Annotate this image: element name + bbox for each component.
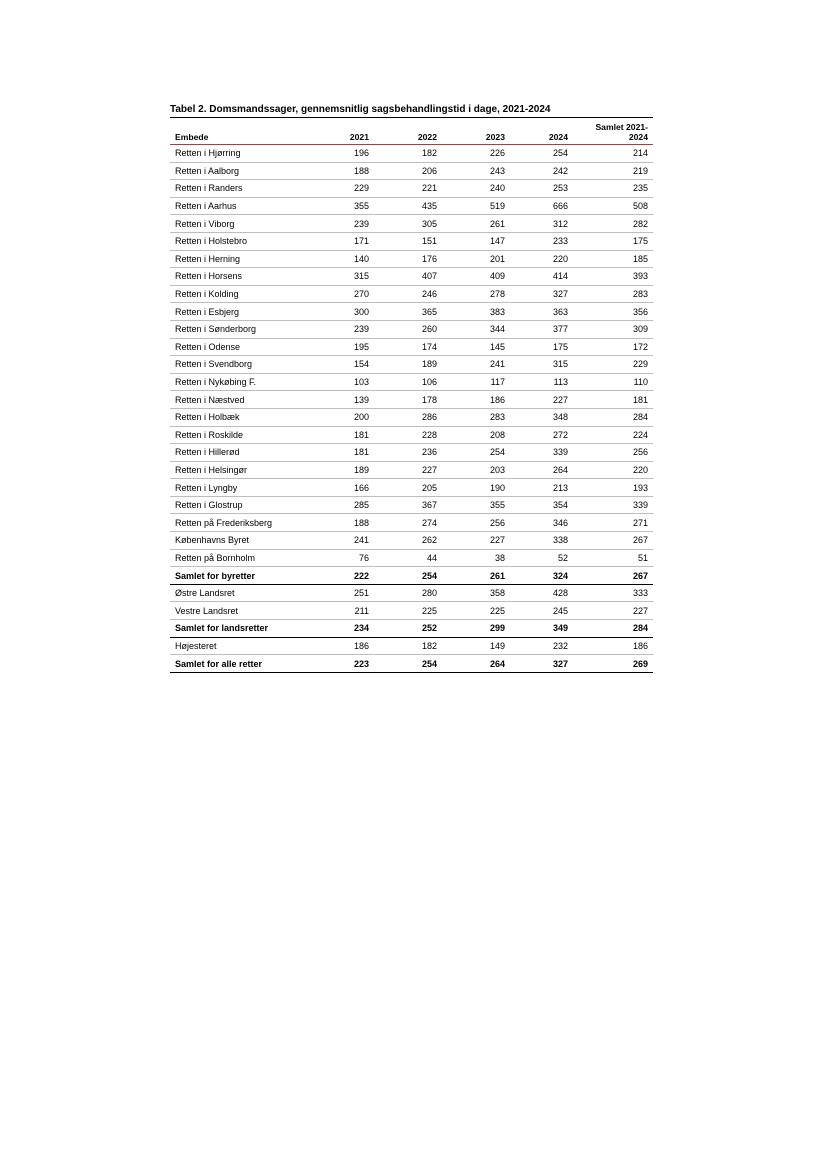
cell-value: 355 xyxy=(442,496,510,514)
table-row xyxy=(170,408,653,426)
cell-value: 315 xyxy=(311,268,374,286)
table-row xyxy=(170,514,653,532)
cell-value: 312 xyxy=(510,215,573,233)
cell-value: 223 xyxy=(311,655,374,673)
row-label: Retten i Herning xyxy=(170,250,311,268)
table-row xyxy=(170,320,653,338)
cell-value: 666 xyxy=(510,197,573,215)
cell-value: 324 xyxy=(510,567,573,585)
row-label: Retten i Helsingør xyxy=(170,461,311,479)
cell-value: 349 xyxy=(510,620,573,638)
table-row xyxy=(170,180,653,198)
table-row xyxy=(170,444,653,462)
cell-value: 225 xyxy=(442,602,510,620)
cell-value: 315 xyxy=(510,356,573,374)
cell-value: 264 xyxy=(442,655,510,673)
cell-value: 246 xyxy=(374,285,442,303)
table-row xyxy=(170,250,653,268)
cell-value: 256 xyxy=(573,444,653,462)
cell-value: 195 xyxy=(311,338,374,356)
table-row xyxy=(170,285,653,303)
cell-value: 282 xyxy=(573,215,653,233)
cell-value: 139 xyxy=(311,391,374,409)
cell-value: 278 xyxy=(442,285,510,303)
cell-value: 354 xyxy=(510,496,573,514)
table-row xyxy=(170,426,653,444)
cell-value: 232 xyxy=(510,637,573,655)
cell-value: 519 xyxy=(442,197,510,215)
row-label: Samlet for alle retter xyxy=(170,655,311,673)
cell-value: 252 xyxy=(374,620,442,638)
row-label: Retten i Hjørring xyxy=(170,145,311,163)
cell-value: 261 xyxy=(442,215,510,233)
cell-value: 233 xyxy=(510,232,573,250)
cell-value: 38 xyxy=(442,549,510,567)
row-label: Retten i Næstved xyxy=(170,391,311,409)
table-row xyxy=(170,602,653,620)
row-label: Retten i Randers xyxy=(170,180,311,198)
cell-value: 363 xyxy=(510,303,573,321)
cell-value: 227 xyxy=(442,532,510,550)
table-row xyxy=(170,461,653,479)
cell-value: 51 xyxy=(573,549,653,567)
cell-value: 221 xyxy=(374,180,442,198)
row-label: Retten i Nykøbing F. xyxy=(170,373,311,391)
cell-value: 103 xyxy=(311,373,374,391)
cell-value: 203 xyxy=(442,461,510,479)
cell-value: 344 xyxy=(442,320,510,338)
cell-value: 409 xyxy=(442,268,510,286)
cell-value: 188 xyxy=(311,162,374,180)
row-label: Retten i Hillerød xyxy=(170,444,311,462)
cell-value: 283 xyxy=(573,285,653,303)
cell-value: 251 xyxy=(311,584,374,602)
row-label: Københavns Byret xyxy=(170,532,311,550)
cell-value: 117 xyxy=(442,373,510,391)
row-label: Retten i Glostrup xyxy=(170,496,311,514)
cell-value: 234 xyxy=(311,620,374,638)
cell-value: 113 xyxy=(510,373,573,391)
row-label: Østre Landsret xyxy=(170,584,311,602)
table-row xyxy=(170,479,653,497)
cell-value: 106 xyxy=(374,373,442,391)
cell-value: 211 xyxy=(311,602,374,620)
table-row xyxy=(170,373,653,391)
cell-value: 189 xyxy=(374,356,442,374)
cell-value: 186 xyxy=(442,391,510,409)
cell-value: 261 xyxy=(442,567,510,585)
cell-value: 188 xyxy=(311,514,374,532)
cell-value: 206 xyxy=(374,162,442,180)
cell-value: 193 xyxy=(573,479,653,497)
table-row xyxy=(170,496,653,514)
row-label: Retten i Esbjerg xyxy=(170,303,311,321)
cell-value: 147 xyxy=(442,232,510,250)
column-header-2023: 2023 xyxy=(442,118,510,145)
cell-value: 262 xyxy=(374,532,442,550)
cell-value: 299 xyxy=(442,620,510,638)
cell-value: 358 xyxy=(442,584,510,602)
cell-value: 274 xyxy=(374,514,442,532)
cell-value: 220 xyxy=(510,250,573,268)
cell-value: 229 xyxy=(573,356,653,374)
column-header-2021: 2021 xyxy=(311,118,374,145)
cell-value: 205 xyxy=(374,479,442,497)
data-table-container xyxy=(170,103,653,673)
row-label: Vestre Landsret xyxy=(170,602,311,620)
cell-value: 213 xyxy=(510,479,573,497)
row-label: Retten på Frederiksberg xyxy=(170,514,311,532)
cell-value: 414 xyxy=(510,268,573,286)
row-label: Højesteret xyxy=(170,637,311,655)
cell-value: 339 xyxy=(510,444,573,462)
table-row xyxy=(170,197,653,215)
column-header-embede: Embede xyxy=(170,118,311,145)
cell-value: 186 xyxy=(573,637,653,655)
table-caption: Tabel 2. Domsmandssager, gennemsnitlig sagsbehandlingstid i dage, 2021-2024 xyxy=(170,103,653,118)
cell-value: 220 xyxy=(573,461,653,479)
table-total-row xyxy=(170,567,653,585)
table-total-row xyxy=(170,620,653,638)
cell-value: 367 xyxy=(374,496,442,514)
cell-value: 189 xyxy=(311,461,374,479)
cell-value: 182 xyxy=(374,145,442,163)
cell-value: 200 xyxy=(311,408,374,426)
cell-value: 176 xyxy=(374,250,442,268)
cell-value: 222 xyxy=(311,567,374,585)
cell-value: 428 xyxy=(510,584,573,602)
cell-value: 272 xyxy=(510,426,573,444)
table-body xyxy=(170,145,653,673)
cell-value: 327 xyxy=(510,285,573,303)
cell-value: 260 xyxy=(374,320,442,338)
row-label: Retten i Sønderborg xyxy=(170,320,311,338)
row-label: Retten på Bornholm xyxy=(170,549,311,567)
cell-value: 283 xyxy=(442,408,510,426)
cell-value: 245 xyxy=(510,602,573,620)
cell-value: 175 xyxy=(573,232,653,250)
cell-value: 225 xyxy=(374,602,442,620)
table-row xyxy=(170,584,653,602)
cell-value: 181 xyxy=(311,426,374,444)
cell-value: 219 xyxy=(573,162,653,180)
row-label: Retten i Roskilde xyxy=(170,426,311,444)
table-row xyxy=(170,162,653,180)
cell-value: 254 xyxy=(374,567,442,585)
table-row xyxy=(170,268,653,286)
cell-value: 235 xyxy=(573,180,653,198)
cell-value: 355 xyxy=(311,197,374,215)
cell-value: 300 xyxy=(311,303,374,321)
cell-value: 239 xyxy=(311,320,374,338)
cell-value: 365 xyxy=(374,303,442,321)
cell-value: 435 xyxy=(374,197,442,215)
data-table xyxy=(170,118,653,673)
cell-value: 333 xyxy=(573,584,653,602)
cell-value: 154 xyxy=(311,356,374,374)
column-header-2022: 2022 xyxy=(374,118,442,145)
cell-value: 227 xyxy=(573,602,653,620)
cell-value: 110 xyxy=(573,373,653,391)
cell-value: 280 xyxy=(374,584,442,602)
row-label: Retten i Svendborg xyxy=(170,356,311,374)
cell-value: 346 xyxy=(510,514,573,532)
table-header-row xyxy=(170,118,653,145)
cell-value: 182 xyxy=(374,637,442,655)
row-label: Retten i Odense xyxy=(170,338,311,356)
cell-value: 76 xyxy=(311,549,374,567)
cell-value: 338 xyxy=(510,532,573,550)
cell-value: 267 xyxy=(573,567,653,585)
cell-value: 44 xyxy=(374,549,442,567)
table-row xyxy=(170,303,653,321)
cell-value: 407 xyxy=(374,268,442,286)
table-row xyxy=(170,145,653,163)
cell-value: 140 xyxy=(311,250,374,268)
cell-value: 171 xyxy=(311,232,374,250)
row-label: Samlet for landsretter xyxy=(170,620,311,638)
cell-value: 174 xyxy=(374,338,442,356)
cell-value: 240 xyxy=(442,180,510,198)
cell-value: 393 xyxy=(573,268,653,286)
cell-value: 508 xyxy=(573,197,653,215)
cell-value: 236 xyxy=(374,444,442,462)
table-row xyxy=(170,532,653,550)
cell-value: 226 xyxy=(442,145,510,163)
row-label: Retten i Viborg xyxy=(170,215,311,233)
cell-value: 185 xyxy=(573,250,653,268)
cell-value: 285 xyxy=(311,496,374,514)
cell-value: 267 xyxy=(573,532,653,550)
cell-value: 241 xyxy=(442,356,510,374)
cell-value: 254 xyxy=(442,444,510,462)
cell-value: 254 xyxy=(374,655,442,673)
cell-value: 253 xyxy=(510,180,573,198)
cell-value: 229 xyxy=(311,180,374,198)
table-row xyxy=(170,637,653,655)
row-label: Retten i Lyngby xyxy=(170,479,311,497)
cell-value: 269 xyxy=(573,655,653,673)
table-row xyxy=(170,356,653,374)
cell-value: 305 xyxy=(374,215,442,233)
cell-value: 284 xyxy=(573,408,653,426)
cell-value: 175 xyxy=(510,338,573,356)
cell-value: 214 xyxy=(573,145,653,163)
cell-value: 242 xyxy=(510,162,573,180)
cell-value: 196 xyxy=(311,145,374,163)
row-label: Retten i Horsens xyxy=(170,268,311,286)
row-label: Retten i Holbæk xyxy=(170,408,311,426)
cell-value: 190 xyxy=(442,479,510,497)
cell-value: 383 xyxy=(442,303,510,321)
cell-value: 339 xyxy=(573,496,653,514)
row-label: Retten i Aarhus xyxy=(170,197,311,215)
cell-value: 228 xyxy=(374,426,442,444)
table-row xyxy=(170,215,653,233)
column-header-total xyxy=(573,118,653,145)
cell-value: 151 xyxy=(374,232,442,250)
table-row xyxy=(170,232,653,250)
cell-value: 227 xyxy=(374,461,442,479)
cell-value: 186 xyxy=(311,637,374,655)
cell-value: 145 xyxy=(442,338,510,356)
cell-value: 224 xyxy=(573,426,653,444)
cell-value: 201 xyxy=(442,250,510,268)
cell-value: 356 xyxy=(573,303,653,321)
cell-value: 181 xyxy=(573,391,653,409)
cell-value: 166 xyxy=(311,479,374,497)
cell-value: 286 xyxy=(374,408,442,426)
column-header-2024: 2024 xyxy=(510,118,573,145)
cell-value: 327 xyxy=(510,655,573,673)
column-header-total-label: Samlet 2021- 2024 xyxy=(595,122,648,142)
cell-value: 172 xyxy=(573,338,653,356)
cell-value: 227 xyxy=(510,391,573,409)
table-total-row xyxy=(170,655,653,673)
cell-value: 239 xyxy=(311,215,374,233)
row-label: Retten i Holstebro xyxy=(170,232,311,250)
cell-value: 377 xyxy=(510,320,573,338)
cell-value: 52 xyxy=(510,549,573,567)
cell-value: 208 xyxy=(442,426,510,444)
cell-value: 284 xyxy=(573,620,653,638)
cell-value: 309 xyxy=(573,320,653,338)
cell-value: 241 xyxy=(311,532,374,550)
cell-value: 243 xyxy=(442,162,510,180)
row-label: Samlet for byretter xyxy=(170,567,311,585)
cell-value: 270 xyxy=(311,285,374,303)
table-row xyxy=(170,391,653,409)
cell-value: 256 xyxy=(442,514,510,532)
cell-value: 348 xyxy=(510,408,573,426)
cell-value: 271 xyxy=(573,514,653,532)
cell-value: 254 xyxy=(510,145,573,163)
cell-value: 181 xyxy=(311,444,374,462)
table-row xyxy=(170,338,653,356)
cell-value: 149 xyxy=(442,637,510,655)
row-label: Retten i Kolding xyxy=(170,285,311,303)
cell-value: 264 xyxy=(510,461,573,479)
cell-value: 178 xyxy=(374,391,442,409)
row-label: Retten i Aalborg xyxy=(170,162,311,180)
table-row xyxy=(170,549,653,567)
